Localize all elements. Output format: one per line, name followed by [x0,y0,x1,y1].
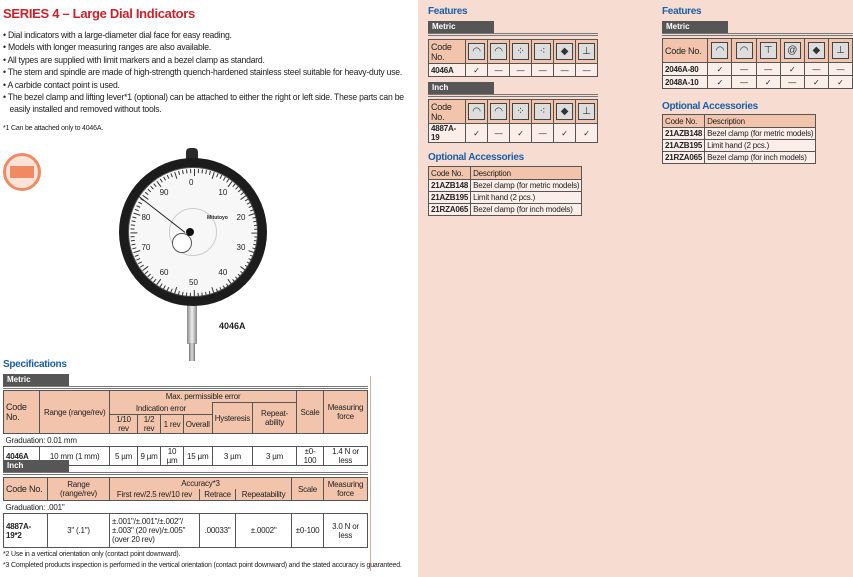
bullet: • The stem and spindle are made of high-strength quench-hardened stainless steel suitable for heavy-duty use. [3,66,412,78]
feature-mark: — [510,64,532,77]
dial-tick [205,170,207,174]
diamond-icon: ◆ [556,43,573,60]
dial-number: 80 [141,212,151,222]
dial-tick [150,276,153,279]
accessories-heading: Optional Accessories [662,101,758,112]
dial-tick [138,262,142,265]
dial-face-icon: ◠ [490,103,507,120]
table-row: 2046A-80 ✓ — — ✓ — — [663,63,853,76]
bullet: • Models with longer measuring ranges are also available. [3,41,412,53]
dial-face-icon: ◠ [711,42,728,59]
features-metric-table [662,38,853,89]
inch-spec-table: Code No. Range (range/rev) Accuracy*3 Scale Measuring force First rev/2.5 rev/10 rev Retrace Repeatability Graduation: .001" 4887A-19*2 3" (.1") ±.001"/±.001"/±.002"/ ±.003" (20 rev)/±.005" (over 20 rev) .00033" ±.0002" ±0-100 3.0 N or less [3,477,368,548]
feature-mark: ✓ [576,124,598,143]
dial-tick [211,172,214,179]
brand-logo: Mitutoyo [207,215,228,221]
table-row: 2048A-10 ✓ — ✓ — ✓ ✓ [663,76,853,89]
dial-tick [185,169,186,173]
dial-tick [138,202,142,205]
accessories-table: Code No. Description 21AZB148 Bezel clamp (for metric models) 21AZB195 Limit hand (2 pcs.) 21RZA065 Bezel clamp (for inch models) [662,114,816,164]
dial-tick [178,291,180,295]
dial-tick [130,233,137,234]
dial-tick [140,265,144,268]
dial-tick [150,186,153,189]
footnote-2: *2 Use in a vertical orientation only (contact point downward). [3,551,181,558]
dial-tick [174,172,177,179]
feature-mark: — [532,64,554,77]
table-row: 21AZB195 Limit hand (2 pcs.) [429,192,582,204]
feature-mark: ✓ [780,63,804,76]
metric-spec-table: Code No. Range (range/rev) Max. permissible error Scale Measuring force Indication error Hysteresis Repeat-ability 1/10 rev 1/2 rev 1 rev Overall Graduation: 0.01 mm 4046A 10 mm (1 mm) 5 µm 9 µm 10 µm 15 µm 3 µm 3 µm ±0-100 1.4 N or less [3,390,368,466]
dial-tick [153,279,156,283]
dial-tick [250,255,254,257]
feature-mark: ✓ [708,76,732,89]
feature-bullets [3,29,412,116]
bullet: • All types are supplied with limit markers and a bezel clamp as standard. [3,54,412,66]
dial-tick [208,171,210,175]
table-row: 4046A ✓ — — — — — [429,64,598,77]
dial-tick [252,248,256,250]
header-code: Code No. [429,40,466,64]
dial-tick [189,293,190,297]
dot-pattern-icon: ⁘ [512,103,529,120]
dial-tick [133,250,140,253]
dial-tick [134,255,138,257]
dial-tick [246,202,250,205]
dial-number: 90 [159,187,169,197]
dial-tick [253,221,257,223]
table-row: 21AZB195 Limit hand (2 pcs.) [663,140,816,152]
dial-tick [131,221,135,223]
feature-mark: — [532,124,554,143]
metric-tag: Metric [662,21,728,33]
dial-tick [216,289,218,293]
dial-tick [211,287,214,294]
dial-tick [201,292,202,296]
dial-tick [130,225,134,226]
dial-tick [237,274,240,277]
dial-tick [166,175,168,179]
dial-tick [136,258,140,260]
header-code: Code No. [429,100,466,124]
table-row: 21AZB148 Bezel clamp (for metric models) [663,128,816,140]
dial-tick [248,250,255,253]
dial-face-icon: ◠ [490,43,507,60]
dial-tick [185,292,186,296]
dial-tick [246,262,250,265]
dial-tick [232,183,235,187]
dial-number: 0 [189,178,194,187]
dial-tick [248,213,255,216]
dial-tick [134,209,138,211]
dial-tick [194,169,195,176]
stand-icon: ⊤ [760,42,777,59]
dial-number: 60 [159,268,169,278]
feature-mark: — [488,124,510,143]
dial-tick [248,205,252,207]
dial-tick [253,240,257,241]
feature-mark: — [756,63,780,76]
table-row: 21AZB148 Bezel clamp (for metric models) [429,180,582,192]
features-heading: Features [662,6,702,17]
diamond-icon: ◆ [808,42,825,59]
dial-tick [197,293,198,297]
dial-tick [194,290,195,297]
page-title: SERIES 4 – Large Dial Indicators [3,6,195,21]
spiral-icon: @ [784,42,801,59]
dial-tick [226,179,229,183]
dial-tick [144,192,148,195]
table-row: 21RZA065 Bezel clamp (for inch models) [663,152,816,164]
diamond-icon: ◆ [556,103,573,120]
dial-tick [216,173,218,177]
features-inch-table [428,99,598,143]
dial-tick [133,213,140,216]
table-row: 4887A-19 ✓ — ✓ — ✓ ✓ [429,124,598,143]
dial-tick [189,169,190,173]
feature-mark: ✓ [804,76,828,89]
dial-tick [232,279,235,283]
dial-tick [252,217,256,219]
dial-tick [182,292,184,296]
lever-icon: ⊥ [832,42,849,59]
feature-mark: — [828,63,852,76]
dial-tick [170,289,172,293]
dial-tick [254,236,258,237]
dot-scatter-icon: ⁖ [534,43,551,60]
dial-tick [130,236,134,237]
inch-tag: Inch [428,82,494,94]
dial-tick [235,186,238,189]
dial-tick [130,229,134,230]
dial-tick [205,292,207,296]
dial-tick [226,283,229,287]
dial-tick [174,287,177,294]
dial-tick [132,217,136,219]
dial-tick [130,240,134,241]
feature-mark: ✓ [466,64,488,77]
feature-mark: ✓ [554,124,576,143]
dial-tick [182,170,184,174]
dial-tick [251,233,258,234]
features-heading: Features [428,6,468,17]
dial-face-icon: ◠ [736,42,753,59]
dial-tick [244,265,248,268]
dial-tick [159,283,162,287]
feature-mark: ✓ [828,76,852,89]
dial-tick [201,169,202,173]
table-row: 4887A-19*2 3" (.1") ±.001"/±.001"/±.002"/ ±.003" (20 rev)/±.005" (over 20 rev) .00033" ±.0002" ±0-100 3.0 N or less [4,514,368,548]
dial-number: 10 [218,187,228,197]
dial-tick [240,192,244,195]
bullet: • A carbide contact point is used. [3,79,412,91]
dial-tick [159,179,162,183]
dial-tick [132,248,136,250]
dial-number: 20 [236,212,246,222]
feature-mark: — [554,64,576,77]
dial-tick [163,177,166,181]
dial-tick [219,287,221,291]
dial-number: 30 [236,243,246,253]
dial-tick [136,205,140,207]
bullet: • Dial indicators with a large-diameter dial face for easy reading. [3,29,412,41]
dial-number: 50 [189,278,198,287]
specifications-heading: Specifications [3,359,67,370]
dial-tick [222,177,225,181]
footnote-3: *3 Completed products inspection is performed in the vertical orientation (contact point downward) and the stated accuracy is guaranteed. [3,562,402,569]
dial-tick [222,285,225,289]
dial-face-icon: ◠ [468,103,485,120]
feature-mark: — [488,64,510,77]
feature-mark: ✓ [708,63,732,76]
dial-tick [147,274,150,277]
dial-tick [244,198,248,201]
feature-mark: ✓ [466,124,488,143]
dial-face-icon: ◠ [468,43,485,60]
dial-tick [163,285,166,289]
feature-mark: — [804,63,828,76]
lever-icon: ⊥ [578,103,595,120]
dial-tick [166,287,168,291]
feature-mark: — [732,76,756,89]
header-code: Code No. [4,391,40,434]
dial-tick [237,189,240,192]
dial-tick [147,189,150,192]
dial-tick [131,244,135,246]
dial-tick [235,276,238,279]
dial-indicator-image [119,158,267,306]
metric-tag: Metric [428,21,494,33]
table-row: 4046A 10 mm (1 mm) 5 µm 9 µm 10 µm 15 µm 3 µm 3 µm ±0-100 1.4 N or less [4,447,368,466]
product-label: 4046A [219,321,246,331]
dial-number: 70 [141,243,151,253]
bullet: • The bezel clamp and lifting lever*1 (optional) can be attached to either the right or left side. These parts can be easily installed and removed without tools. [3,91,412,116]
dial-tick [197,169,198,173]
accessories-heading: Optional Accessories [428,152,524,163]
metric-tag: Metric [3,374,69,386]
feature-mark: — [780,76,804,89]
dot-scatter-icon: ⁖ [534,103,551,120]
certification-stamp-icon [3,153,41,191]
table-row: 21RZA065 Bezel clamp (for inch models) [429,204,582,216]
dial-tick [250,209,254,211]
dial-tick [254,229,258,230]
feature-mark: ✓ [510,124,532,143]
inch-tag: Inch [3,460,69,472]
dial-tick [208,291,210,295]
spindle [189,343,195,361]
feature-mark: ✓ [756,76,780,89]
dial-tick [253,225,257,226]
features-metric-table [428,39,598,77]
dot-pattern-icon: ⁘ [512,43,529,60]
feature-mark: — [576,64,598,77]
footnote-1: *1 Can be attached only to 4046A. [3,125,104,132]
stem [187,304,197,344]
dial-tick [144,271,148,274]
dial-tick [153,183,156,187]
feature-mark: — [732,63,756,76]
dial-tick [170,173,172,177]
header-code: Code No. [663,39,708,63]
dial-number: 40 [218,268,228,278]
dial-tick [253,244,257,246]
dial-tick [178,171,180,175]
dial-tick [219,175,221,179]
dial-tick [240,271,244,274]
lever-icon: ⊥ [578,43,595,60]
accessories-table: Code No. Description 21AZB148 Bezel clamp (for metric models) 21AZB195 Limit hand (2 pcs.) 21RZA065 Bezel clamp (for inch models) [428,166,582,216]
dial-tick [248,258,252,260]
